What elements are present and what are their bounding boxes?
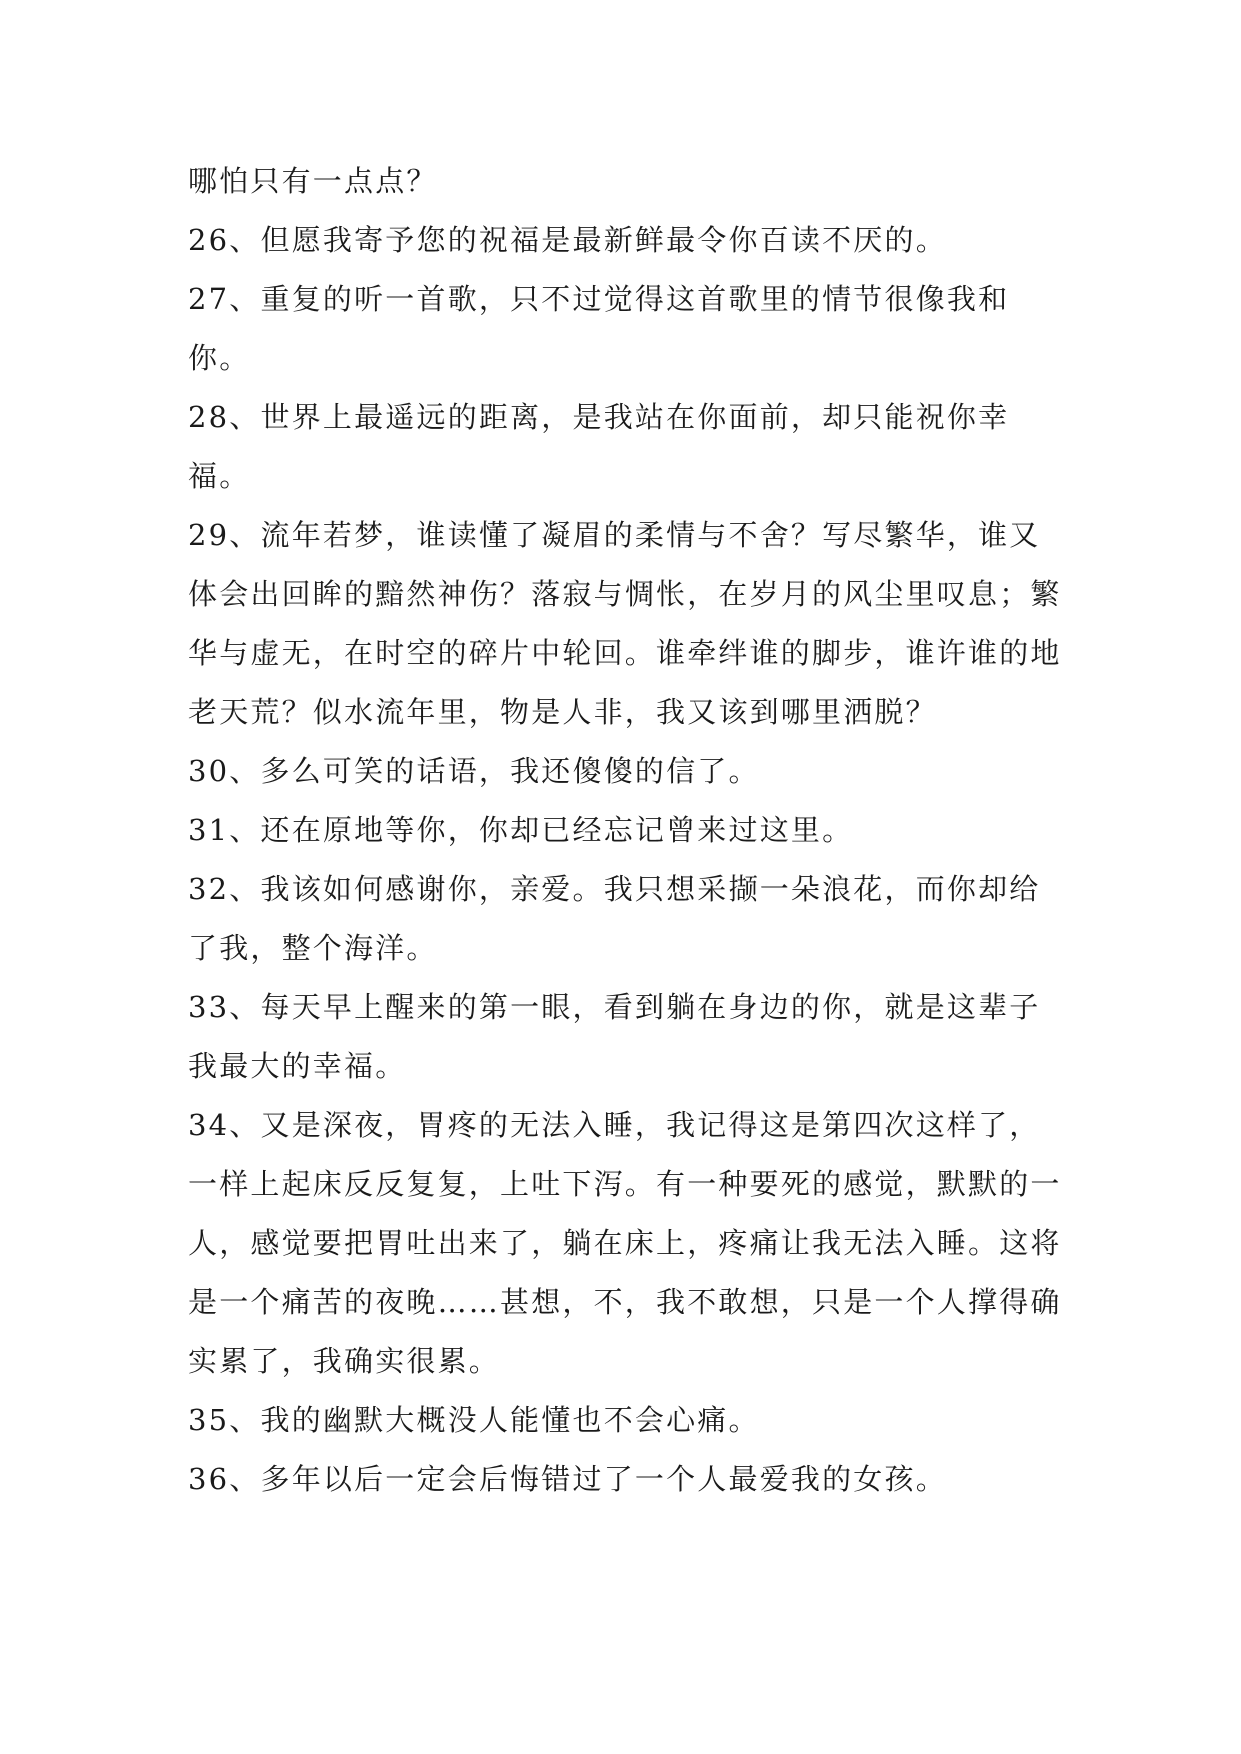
- list-item-29: 29、流年若梦，谁读懂了凝眉的柔情与不舍？写尽繁华，谁又体会出回眸的黯然神伤？落寂与惆怅，在岁月的风尘里叹息；繁华与虚无，在时空的碎片中轮回。谁牵绊谁的脚步，谁许谁的地老天荒？似水流年里，物是人非，我又该到哪里洒脱？: [188, 518, 1062, 729]
- list-item-33: 33、每天早上醒来的第一眼，看到躺在身边的你，就是这辈子我最大的幸福。: [188, 990, 1041, 1083]
- list-item-34: 34、又是深夜，胃疼的无法入睡，我记得这是第四次这样了，一样上起床反反复复，上吐下泻。有一种要死的感觉，默默的一人，感觉要把胃吐出来了，躺在床上，疼痛让我无法入睡。这将是一个痛苦的夜晚……甚想，不，我不敢想，只是一个人撑得确实累了，我确实很累。: [188, 1108, 1062, 1378]
- list-item-28: 28、世界上最遥远的距离，是我站在你面前，却只能祝你幸福。: [188, 400, 1010, 493]
- list-item-31: 31、还在原地等你，你却已经忘记曾来过这里。: [188, 813, 854, 847]
- paragraph-continuation: 哪怕只有一点点？: [188, 164, 438, 198]
- list-item-32: 32、我该如何感谢你，亲爱。我只想采撷一朵浪花，而你却给了我，整个海洋。: [188, 872, 1041, 965]
- list-item-27: 27、重复的听一首歌，只不过觉得这首歌里的情节很像我和你。: [188, 282, 1010, 375]
- list-item-35: 35、我的幽默大概没人能懂也不会心痛。: [188, 1403, 760, 1437]
- list-item-30: 30、多么可笑的话语，我还傻傻的信了。: [188, 754, 760, 788]
- document-body: [188, 152, 1068, 1509]
- list-item-26: 26、但愿我寄予您的祝福是最新鲜最令你百读不厌的。: [188, 223, 947, 257]
- list-item-36: 36、多年以后一定会后悔错过了一个人最爱我的女孩。: [188, 1462, 947, 1496]
